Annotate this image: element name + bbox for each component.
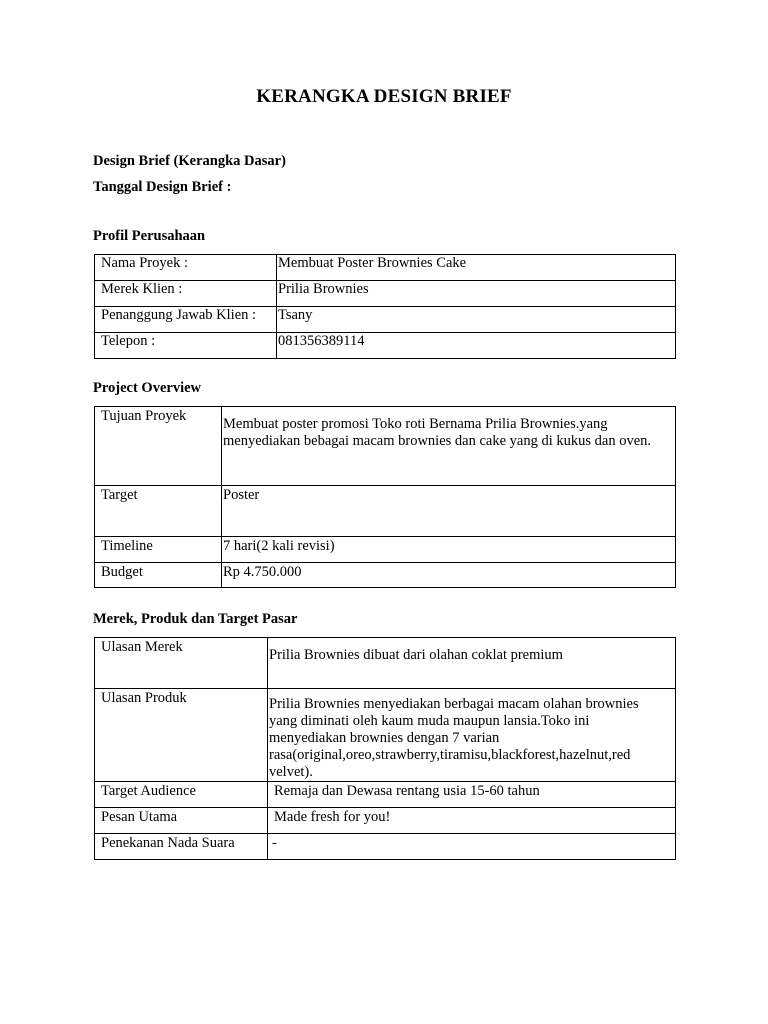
brief-date-label: Tanggal Design Brief : (93, 179, 232, 195)
overview-label: Timeline (95, 537, 222, 563)
overview-value: Poster (222, 486, 676, 537)
overview-value: Rp 4.750.000 (222, 563, 676, 588)
profile-table (94, 254, 676, 359)
profile-heading: Profil Perusahaan (93, 228, 206, 244)
table-row (95, 307, 676, 333)
table-row (95, 333, 676, 359)
overview-heading: Project Overview (93, 380, 202, 396)
market-label: Ulasan Produk (95, 689, 268, 782)
market-value: Remaja dan Dewasa rentang usia 15-60 tahun (268, 782, 676, 808)
overview-value: 7 hari(2 kali revisi) (222, 537, 676, 563)
brief-subtitle: Design Brief (Kerangka Dasar) (93, 153, 286, 169)
table-row (95, 808, 676, 834)
table-row (95, 537, 676, 563)
market-label: Penekanan Nada Suara (95, 834, 268, 860)
overview-table (94, 406, 676, 588)
profile-label: Penanggung Jawab Klien : (95, 307, 277, 333)
table-row (95, 638, 676, 689)
profile-value: Tsany (277, 307, 676, 333)
table-row (95, 486, 676, 537)
document-title: KERANGKA DESIGN BRIEF (256, 86, 512, 107)
profile-value: Membuat Poster Brownies Cake (277, 255, 676, 281)
table-row (95, 255, 676, 281)
table-row (95, 834, 676, 860)
market-value: Prilia Brownies dibuat dari olahan coklat premium (268, 638, 676, 689)
market-value: - (268, 834, 676, 860)
table-row (95, 281, 676, 307)
market-label: Pesan Utama (95, 808, 268, 834)
market-label: Target Audience (95, 782, 268, 808)
profile-label: Merek Klien : (95, 281, 277, 307)
overview-label: Budget (95, 563, 222, 588)
profile-label: Nama Proyek : (95, 255, 277, 281)
market-heading: Merek, Produk dan Target Pasar (93, 611, 298, 627)
market-label: Ulasan Merek (95, 638, 268, 689)
profile-label: Telepon : (95, 333, 277, 359)
table-row (95, 407, 676, 486)
table-row (95, 563, 676, 588)
table-row (95, 782, 676, 808)
market-table (94, 637, 676, 860)
profile-value: 081356389114 (277, 333, 676, 359)
overview-value: Membuat poster promosi Toko roti Bernama Prilia Brownies.yang menyediakan bebagai macam brownies dan cake yang di kukus dan oven. (222, 407, 676, 486)
profile-value: Prilia Brownies (277, 281, 676, 307)
overview-label: Target (95, 486, 222, 537)
market-value: Made fresh for you! (268, 808, 676, 834)
market-value: Prilia Brownies menyediakan berbagai macam olahan brownies yang diminati oleh kaum muda maupun lansia.Toko ini menyediakan brownies dengan 7 varian rasa(original,oreo,strawberry,tiramisu,blackforest,hazelnut,red velvet). (268, 689, 676, 782)
table-row (95, 689, 676, 782)
overview-label: Tujuan Proyek (95, 407, 222, 486)
